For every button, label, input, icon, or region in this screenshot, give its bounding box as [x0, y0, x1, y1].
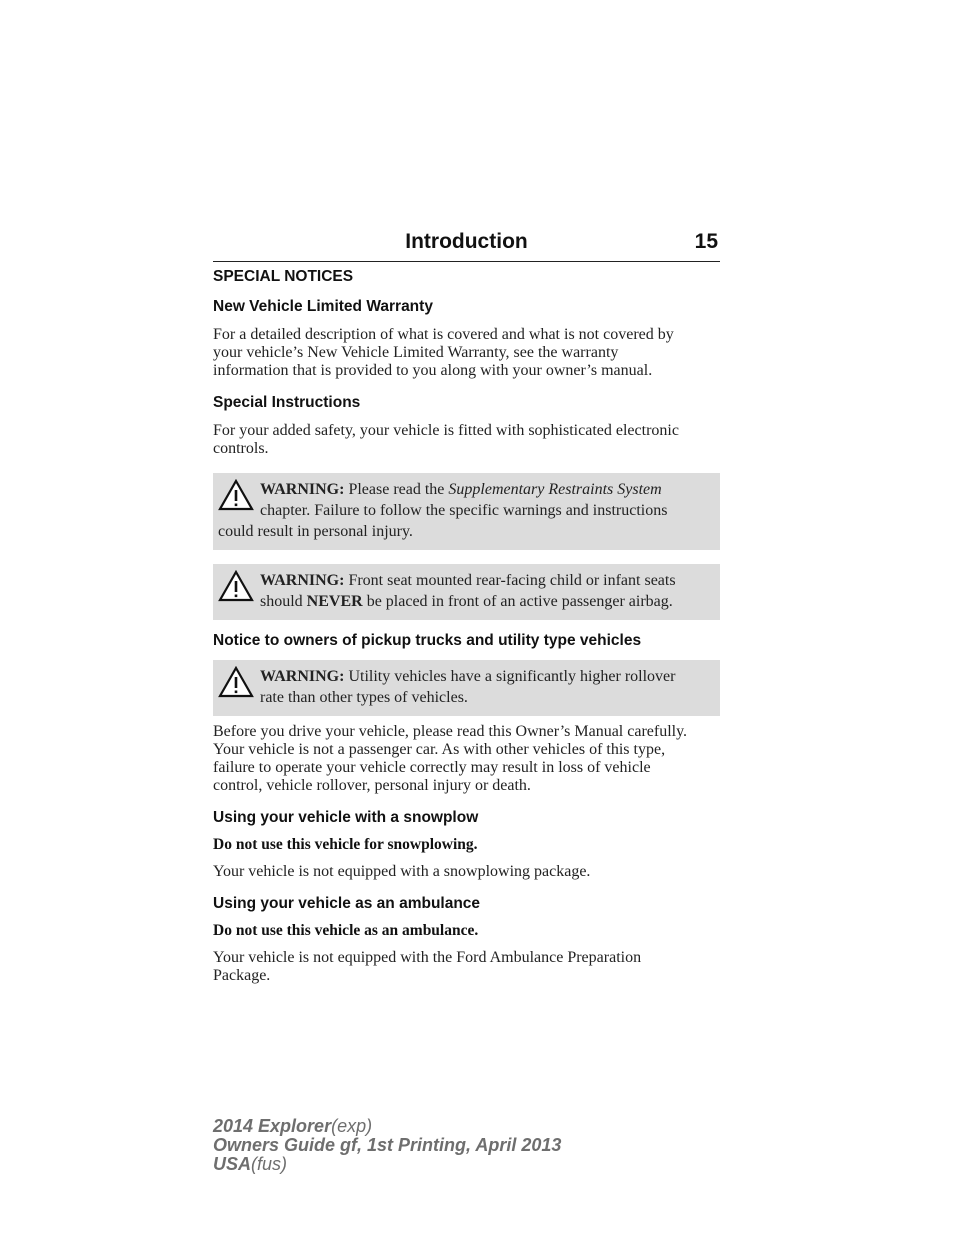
- section-title: Introduction: [405, 230, 528, 253]
- text-line: controls.: [213, 440, 269, 457]
- warning-label: WARNING:: [260, 481, 345, 498]
- warranty-heading: New Vehicle Limited Warranty: [213, 298, 433, 315]
- text-line: For your added safety, your vehicle is fitted with sophisticated electronic: [213, 422, 679, 439]
- text-line: information that is provided to you along with your owner’s manual.: [213, 362, 653, 379]
- warning-text: should: [260, 593, 303, 610]
- warning-line: could result in personal injury.: [218, 523, 413, 540]
- ambulance-warning: Do not use this vehicle as an ambulance.: [213, 922, 479, 939]
- warning-label: WARNING:: [260, 572, 345, 589]
- warning-box-rollover: [213, 660, 720, 716]
- text-line: your vehicle’s New Vehicle Limited Warranty, see the warranty: [213, 344, 619, 361]
- text-line: failure to operate your vehicle correctly may result in loss of vehicle: [213, 759, 651, 776]
- special-notices-heading: SPECIAL NOTICES: [213, 268, 354, 285]
- warning-line: [218, 479, 710, 500]
- warning-text: Front seat mounted rear-facing child or infant seats: [348, 572, 676, 589]
- special-instructions-heading: Special Instructions: [213, 394, 361, 411]
- warning-text: Utility vehicles have a significantly higher rollover: [348, 668, 676, 685]
- warning-line: [218, 666, 710, 687]
- warning-triangle-icon: [218, 570, 254, 602]
- text-line: For a detailed description of what is covered and what is not covered by: [213, 326, 674, 343]
- warning-line: [218, 570, 710, 591]
- text-line: control, vehicle rollover, personal injury or death.: [213, 777, 531, 794]
- warning-label: WARNING:: [260, 668, 345, 685]
- warning-triangle-icon: [218, 666, 254, 698]
- chapter-reference: Supplementary Restraints System: [448, 481, 662, 498]
- ambulance-paragraph: [213, 949, 720, 985]
- warning-text: Please read the: [348, 481, 445, 498]
- text-line: Your vehicle is not equipped with the Ford Ambulance Preparation: [213, 949, 642, 966]
- warning-line: rate than other types of vehicles.: [260, 689, 468, 706]
- footer-code: (exp): [331, 1116, 373, 1136]
- footer-code: (fus): [251, 1154, 288, 1174]
- footer-model: 2014 Explorer: [213, 1116, 332, 1136]
- text-line: Before you drive your vehicle, please read this Owner’s Manual carefully.: [213, 723, 688, 740]
- pickup-paragraph: [213, 723, 720, 795]
- warning-box-child-seats: [213, 564, 720, 620]
- pickup-notice-heading: Notice to owners of pickup trucks and utility type vehicles: [213, 632, 642, 649]
- footer-line: Owners Guide gf, 1st Printing, April 2013: [213, 1135, 562, 1155]
- page-content: [213, 268, 720, 985]
- footer-market: USA: [213, 1154, 252, 1174]
- snowplow-text: Your vehicle is not equipped with a snowplowing package.: [213, 863, 591, 880]
- warning-triangle-icon: [218, 479, 254, 511]
- snowplow-warning: Do not use this vehicle for snowplowing.: [213, 836, 478, 853]
- warning-text: be placed in front of an active passenger airbag.: [366, 593, 673, 610]
- print-footer: [213, 1117, 561, 1174]
- snowplow-heading: Using your vehicle with a snowplow: [213, 809, 479, 826]
- footer-line: [213, 1117, 561, 1136]
- ambulance-heading: Using your vehicle as an ambulance: [213, 895, 481, 912]
- warning-line: chapter. Failure to follow the specific warnings and instructions: [260, 502, 668, 519]
- warning-box-restraints: [213, 473, 720, 550]
- instructions-paragraph: [213, 422, 720, 458]
- never-emphasis: NEVER: [306, 593, 363, 610]
- page-number: 15: [694, 230, 718, 253]
- page-header: [213, 228, 720, 262]
- text-line: Package.: [213, 967, 271, 984]
- text-line: Your vehicle is not a passenger car. As with other vehicles of this type,: [213, 741, 666, 758]
- warning-line: [218, 591, 710, 612]
- footer-line: [213, 1155, 561, 1174]
- warranty-paragraph: [213, 326, 720, 380]
